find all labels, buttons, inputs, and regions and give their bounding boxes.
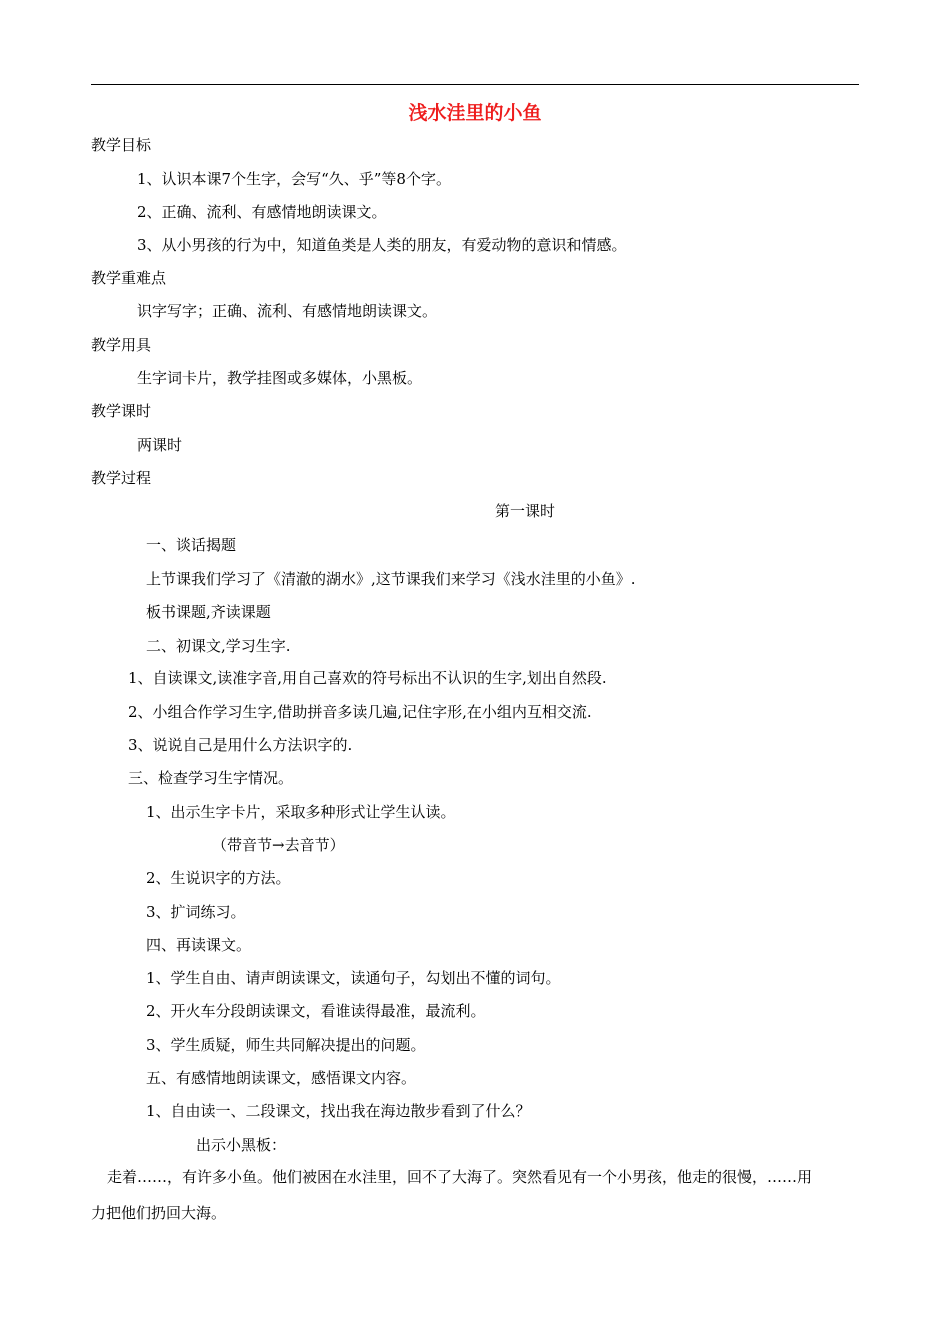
- heading-teaching-process: 教学过程: [91, 469, 152, 487]
- section-4-item-3: 3、学生质疑，师生共同解决提出的问题。: [146, 1036, 426, 1054]
- goal-item-3: 3、从小男孩的行为中，知道鱼类是人类的朋友，有爱动物的意识和情感。: [137, 236, 627, 254]
- teaching-tools-text: 生字词卡片，教学挂图或多媒体，小黑板。: [137, 369, 423, 387]
- section-4-item-1: 1、学生自由、请声朗读课文，读通句子，勾划出不懂的词句。: [146, 969, 561, 987]
- section-5-heading: 五、有感情地朗读课文，感悟课文内容。: [146, 1069, 417, 1087]
- section-3-item-3: 3、扩词练习。: [146, 903, 246, 921]
- heading-class-hours: 教学课时: [91, 402, 152, 420]
- heading-teaching-goals: 教学目标: [91, 136, 152, 154]
- key-difficulties-text: 识字写字；正确、流利、有感情地朗读课文。: [137, 302, 438, 320]
- section-2-item-2: 2、小组合作学习生字,借助拼音多读几遍,记住字形,在小组内互相交流.: [128, 703, 592, 721]
- section-3-item-1: 1、出示生字卡片，采取多种形式让学生认读。: [146, 803, 456, 821]
- document-title: 浅水洼里的小鱼: [408, 102, 542, 124]
- blackboard-text-line-2: 力把他们扔回大海。: [91, 1204, 227, 1222]
- section-2-heading: 二、初课文,学习生字.: [146, 637, 291, 655]
- goal-item-1: 1、认识本课7个生字，会写“久、乎”等8个字。: [137, 170, 451, 188]
- goal-item-2: 2、正确、流利、有感情地朗读课文。: [137, 203, 387, 221]
- section-3-heading: 三、检查学习生字情况。: [128, 769, 294, 787]
- section-1-heading: 一、谈话揭题: [146, 536, 237, 554]
- section-3-note: （带音节→去音节）: [212, 836, 345, 854]
- subheading-first-lesson: 第一课时: [495, 502, 556, 520]
- section-5-item-1: 1、自由读一、二段课文，找出我在海边散步看到了什么？: [146, 1102, 531, 1120]
- section-3-item-2: 2、生说识字的方法。: [146, 869, 291, 887]
- heading-teaching-tools: 教学用具: [91, 336, 152, 354]
- section-2-item-1: 1、自读课文,读准字音,用自己喜欢的符号标出不认识的生字,划出自然段.: [128, 669, 607, 687]
- section-1-text-1: 上节课我们学习了《清澈的湖水》,这节课我们来学习《浅水洼里的小鱼》.: [146, 570, 636, 588]
- section-1-text-2: 板书课题,齐读课题: [146, 603, 271, 621]
- section-4-heading: 四、再读课文。: [146, 936, 252, 954]
- class-hours-text: 两课时: [137, 436, 183, 454]
- heading-key-difficulties: 教学重难点: [91, 269, 167, 287]
- section-2-item-3: 3、说说自己是用什么方法识字的.: [128, 736, 353, 754]
- blackboard-label: 出示小黑板：: [196, 1136, 287, 1154]
- section-4-item-2: 2、开火车分段朗读课文，看谁读得最准，最流利。: [146, 1002, 486, 1020]
- header-rule: [91, 84, 859, 85]
- blackboard-text-line-1: 走着……，有许多小鱼。他们被困在水洼里，回不了大海了。突然看见有一个小男孩，他走的很慢，……用: [107, 1168, 813, 1186]
